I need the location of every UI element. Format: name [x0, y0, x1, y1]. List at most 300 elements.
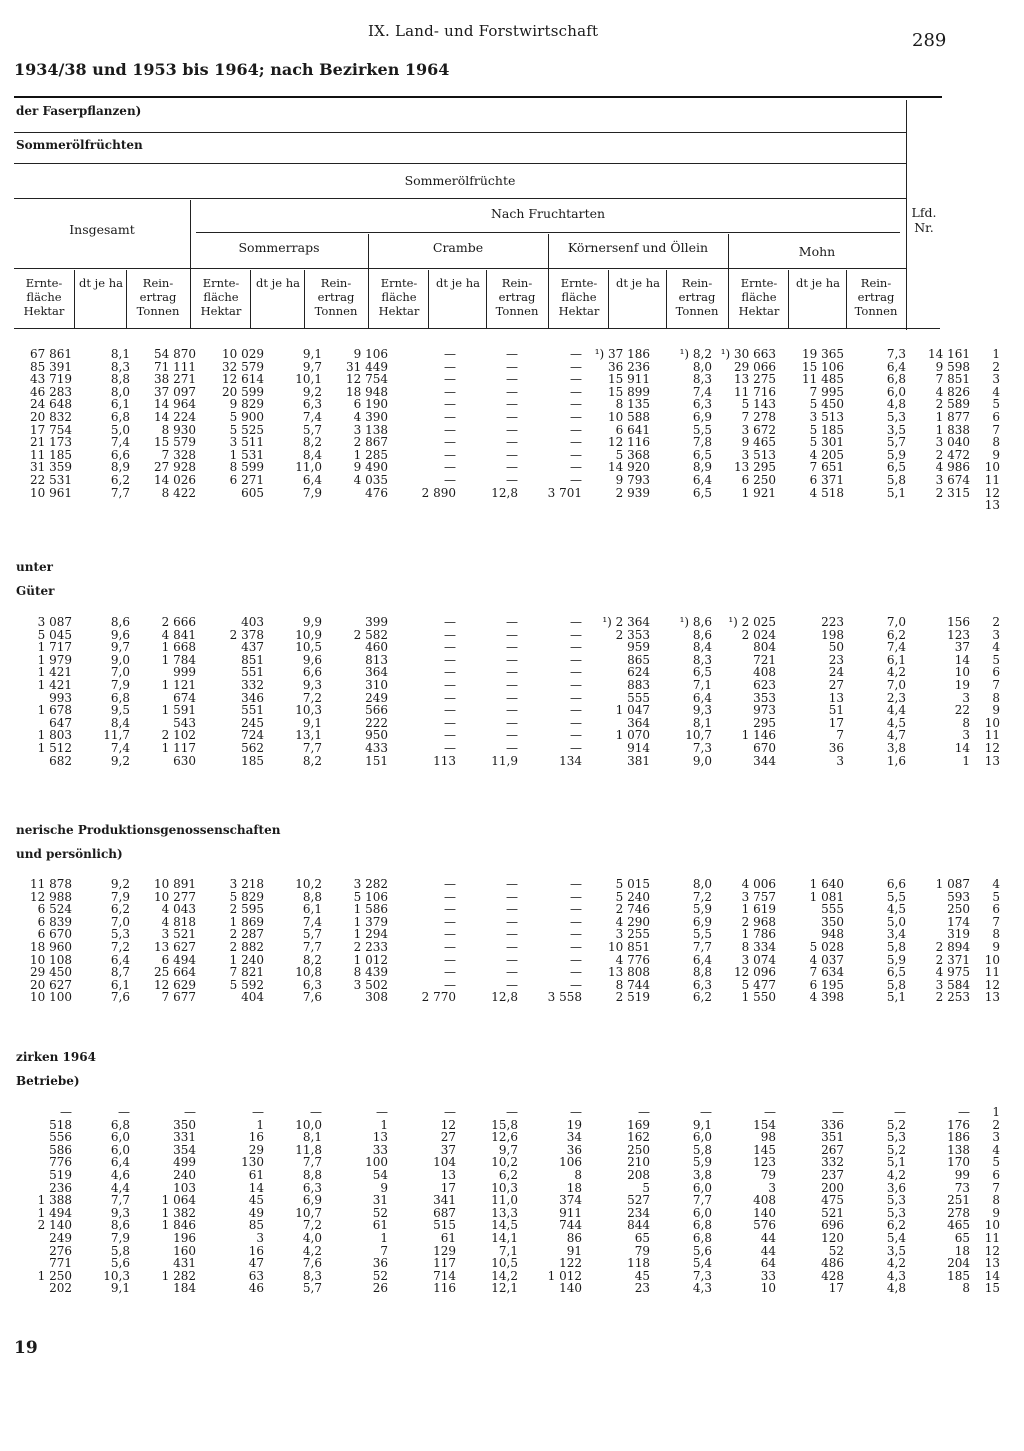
- table-cell: 6 641: [615, 422, 650, 437]
- table-cell: 6 839: [37, 914, 72, 929]
- table-cell: 3 513: [741, 447, 776, 462]
- table-cell: 8: [574, 1167, 582, 1182]
- table-cell: 1 240: [229, 952, 264, 967]
- table-cell: 25 664: [154, 965, 196, 980]
- table-cell: 7,4: [110, 435, 130, 450]
- table-cell: 13: [372, 1130, 388, 1145]
- table-cell: 1 117: [161, 740, 196, 755]
- table-cell: 13: [828, 690, 844, 705]
- table-cell: [462, 499, 524, 512]
- table-cell: —: [506, 889, 518, 904]
- table-cell: 7,9: [110, 1230, 130, 1245]
- table-cell: 5 045: [37, 627, 72, 642]
- table-cell: 813: [365, 652, 388, 667]
- table-cell: 6 670: [37, 927, 72, 942]
- table-cell: 1 846: [161, 1218, 196, 1233]
- table-cell: 331: [173, 1130, 196, 1145]
- table-cell: 1,6: [886, 753, 906, 768]
- table-cell: 7,9: [302, 485, 322, 500]
- lfd-cell: 4: [992, 877, 1000, 891]
- table-cell: 6,4: [692, 472, 712, 487]
- table-cell: 7,6: [110, 990, 130, 1005]
- table-cell: 9 490: [353, 460, 388, 475]
- table-cell: 670: [753, 740, 776, 755]
- table-cell: 61: [440, 1230, 456, 1245]
- lfd-cell: 11: [984, 965, 1000, 980]
- table-cell: 10 277: [154, 889, 196, 904]
- table-cell: 250: [947, 902, 970, 917]
- rule: [250, 270, 251, 328]
- table-cell: 374: [559, 1193, 582, 1208]
- table-cell: 8 439: [353, 965, 388, 980]
- lfd-header: Lfd. Nr.: [911, 205, 937, 235]
- table-cell: 8,6: [110, 1218, 130, 1233]
- table-cell: —: [444, 665, 456, 680]
- table-cell: 9: [380, 1180, 388, 1195]
- col-header-area: Ernte-fläche Hektar: [200, 276, 242, 318]
- table-cell: —: [570, 359, 582, 374]
- table-cell: 4,7: [886, 728, 906, 743]
- table-cell: 9,0: [110, 652, 130, 667]
- table-cell: 61: [248, 1167, 264, 1182]
- table-row: [14, 499, 1000, 512]
- table-cell: 12,6: [491, 1130, 518, 1145]
- table-cell: 1 591: [161, 703, 196, 718]
- table-cell: 4,4: [110, 1180, 130, 1195]
- table-cell: 399: [365, 615, 388, 629]
- lfd-cell: 13: [984, 753, 1000, 768]
- table-cell: 249: [49, 1230, 72, 1245]
- table-cell: 6,8: [110, 1117, 130, 1132]
- table-cell: —: [444, 703, 456, 718]
- table-cell: 8: [962, 1281, 970, 1296]
- table-cell: 687: [433, 1205, 456, 1220]
- table-cell: 6 250: [741, 472, 776, 487]
- lfd-cell: 5: [992, 1155, 1000, 1170]
- table-cell: 27: [828, 677, 844, 692]
- table-cell: —: [570, 372, 582, 387]
- table-cell: 117: [433, 1256, 456, 1271]
- table-cell: 8,2: [302, 753, 322, 768]
- table-cell: —: [506, 615, 518, 629]
- table-cell: —: [444, 435, 456, 450]
- lfd-cell: 4: [992, 384, 1000, 399]
- table-cell: 15 911: [608, 372, 650, 387]
- table-cell: 9,1: [692, 1117, 712, 1132]
- table-cell: 5,6: [110, 1256, 130, 1271]
- table-cell: 804: [753, 640, 776, 655]
- table-cell: 476: [365, 485, 388, 500]
- table-cell: 17: [828, 1281, 844, 1296]
- sheet-number: 19: [14, 1338, 38, 1358]
- table-cell: —: [444, 384, 456, 399]
- table-cell: 1 668: [161, 640, 196, 655]
- table-cell: 1 531: [229, 447, 264, 462]
- table-cell: 2 595: [229, 902, 264, 917]
- table-cell: 6,2: [498, 1167, 518, 1182]
- table-cell: 7,2: [692, 889, 712, 904]
- table-cell: —: [506, 384, 518, 399]
- table-cell: —: [570, 347, 582, 361]
- table-cell: 11 485: [802, 372, 844, 387]
- table-cell: 8: [962, 715, 970, 730]
- table-cell: 4 986: [935, 460, 970, 475]
- table-cell: 123: [753, 1155, 776, 1170]
- table-cell: —: [184, 1105, 196, 1119]
- table-cell: —: [444, 977, 456, 992]
- table-cell: 8,3: [692, 372, 712, 387]
- lfd-cell: 13: [984, 990, 1000, 1005]
- table-cell: 4 006: [741, 877, 776, 891]
- table-cell: 5,1: [886, 1155, 906, 1170]
- table-cell: 6,3: [302, 977, 322, 992]
- table-cell: —: [570, 397, 582, 412]
- table-cell: —: [570, 939, 582, 954]
- lfd-cell: 1: [992, 347, 1000, 361]
- table-cell: ¹) 37 186: [594, 347, 650, 361]
- table-cell: 7,7: [110, 485, 130, 500]
- title-rule: [14, 96, 942, 98]
- table-cell: —: [570, 447, 582, 462]
- table-cell: 7,7: [110, 1193, 130, 1208]
- table-cell: [270, 499, 328, 512]
- table-cell: 24 648: [30, 397, 72, 412]
- table-cell: 1 064: [161, 1193, 196, 1208]
- table-cell: 8,4: [692, 640, 712, 655]
- table-cell: —: [506, 1105, 518, 1119]
- table-cell: 11 878: [30, 877, 72, 891]
- table-cell: 2 890: [421, 485, 456, 500]
- table-cell: 682: [49, 753, 72, 768]
- table-cell: 4 043: [161, 902, 196, 917]
- table-cell: 36: [828, 740, 844, 755]
- table-cell: 17 754: [30, 422, 72, 437]
- table-cell: 1 921: [741, 485, 776, 500]
- table-cell: [202, 499, 270, 512]
- table-cell: 364: [627, 715, 650, 730]
- table-cell: 7,2: [110, 939, 130, 954]
- table-cell: 7,0: [886, 615, 906, 629]
- table-cell: —: [506, 397, 518, 412]
- table-cell: 9,3: [302, 677, 322, 692]
- table-cell: 9,5: [110, 703, 130, 718]
- table-cell: 10: [760, 1281, 776, 1296]
- table-cell: 52: [372, 1268, 388, 1283]
- header-bottom-rule: [14, 328, 940, 329]
- table-cell: 6,0: [692, 1205, 712, 1220]
- table-cell: 12 116: [608, 435, 650, 450]
- table-cell: 236: [49, 1180, 72, 1195]
- table-cell: 6,8: [110, 690, 130, 705]
- table-cell: 151: [365, 753, 388, 768]
- table-cell: —: [444, 677, 456, 692]
- table-cell: 18 960: [30, 939, 72, 954]
- table-cell: —: [252, 1105, 264, 1119]
- table-cell: 8,0: [692, 359, 712, 374]
- table-cell: 4 035: [353, 472, 388, 487]
- table-cell: 3 255: [615, 927, 650, 942]
- table-cell: —: [506, 977, 518, 992]
- table-cell: 5,0: [886, 914, 906, 929]
- table-cell: 9 598: [935, 359, 970, 374]
- table-cell: —: [570, 652, 582, 667]
- table-cell: 11,9: [491, 753, 518, 768]
- table-cell: 6,2: [886, 627, 906, 642]
- table-cell: 9,2: [302, 384, 322, 399]
- table-cell: 9 829: [229, 397, 264, 412]
- table-cell: —: [570, 677, 582, 692]
- table-cell: 10,0: [295, 1117, 322, 1132]
- table-cell: 6,9: [692, 409, 712, 424]
- table-cell: 31 359: [30, 460, 72, 475]
- table-cell: —: [506, 447, 518, 462]
- table-cell: —: [376, 1105, 388, 1119]
- lfd-cell: 10: [984, 1218, 1000, 1233]
- header-line-1: der Faserpflanzen): [16, 104, 142, 118]
- table-cell: 37: [440, 1142, 456, 1157]
- table-cell: 1 421: [37, 677, 72, 692]
- table-cell: 6 494: [161, 952, 196, 967]
- table-cell: —: [570, 422, 582, 437]
- table-cell: 103: [173, 1180, 196, 1195]
- table-cell: 13,1: [295, 728, 322, 743]
- table-cell: —: [570, 728, 582, 743]
- table-cell: 7,7: [302, 740, 322, 755]
- table-cell: 106: [559, 1155, 582, 1170]
- lfd-divider: [906, 100, 907, 330]
- table-cell: 122: [559, 1256, 582, 1271]
- table-cell: [588, 499, 656, 512]
- table-cell: 7,0: [110, 665, 130, 680]
- table-cell: —: [506, 472, 518, 487]
- table-cell: —: [570, 877, 582, 891]
- table-cell: ¹) 2 025: [728, 615, 776, 629]
- table-cell: 5,3: [110, 927, 130, 942]
- table-cell: 5,8: [110, 1243, 130, 1258]
- lfd-cell: 15: [984, 1281, 1000, 1296]
- table-cell: 6 190: [353, 397, 388, 412]
- lfd-cell: 8: [992, 690, 1000, 705]
- table-cell: 1 494: [37, 1205, 72, 1220]
- table-cell: 437: [241, 640, 264, 655]
- table-cell: 6,0: [692, 1130, 712, 1145]
- table-cell: —: [444, 952, 456, 967]
- table-cell: 38 271: [154, 372, 196, 387]
- table-row: [14, 616, 1000, 629]
- table-cell: 185: [947, 1268, 970, 1283]
- table-cell: —: [570, 927, 582, 942]
- table-cell: 61: [372, 1218, 388, 1233]
- table-cell: 3 502: [353, 977, 388, 992]
- lfd-cell: 5: [992, 889, 1000, 904]
- table-cell: 6 271: [229, 472, 264, 487]
- table-cell: 250: [627, 1142, 650, 1157]
- table-cell: 1 382: [161, 1205, 196, 1220]
- table-cell: 3 513: [809, 409, 844, 424]
- table-cell: 4,8: [886, 397, 906, 412]
- page-number: 289: [912, 30, 947, 51]
- table-cell: —: [570, 627, 582, 642]
- table-cell: 10 851: [608, 939, 650, 954]
- table-cell: 10 961: [30, 485, 72, 500]
- table-cell: —: [570, 1105, 582, 1119]
- table-row: [14, 1232, 1000, 1245]
- table-cell: 14 920: [608, 460, 650, 475]
- table-cell: 1: [962, 753, 970, 768]
- lfd-cell: 2: [992, 1117, 1000, 1132]
- table-cell: 7,7: [692, 1193, 712, 1208]
- table-cell: —: [506, 409, 518, 424]
- table-cell: 186: [947, 1130, 970, 1145]
- table-cell: —: [506, 677, 518, 692]
- table-cell: 6,5: [886, 965, 906, 980]
- table-cell: 10,5: [295, 640, 322, 655]
- table-cell: 576: [753, 1218, 776, 1233]
- table-cell: —: [506, 435, 518, 450]
- table-cell: 278: [947, 1205, 970, 1220]
- table-cell: —: [444, 889, 456, 904]
- table-cell: —: [570, 690, 582, 705]
- table-cell: 630: [173, 753, 196, 768]
- table-cell: 431: [173, 1256, 196, 1271]
- table-cell: 8,6: [110, 615, 130, 629]
- table-cell: 8,0: [692, 877, 712, 891]
- table-cell: 202: [49, 1281, 72, 1296]
- table-cell: 49: [248, 1205, 264, 1220]
- table-cell: 1 877: [935, 409, 970, 424]
- table-cell: 5,5: [692, 927, 712, 942]
- table-cell: 3,8: [692, 1167, 712, 1182]
- table-cell: 15 106: [802, 359, 844, 374]
- table-cell: —: [444, 927, 456, 942]
- table-cell: 6,8: [692, 1230, 712, 1245]
- table-cell: 10,9: [295, 627, 322, 642]
- table-cell: 5,0: [110, 422, 130, 437]
- table-cell: 9,2: [110, 877, 130, 891]
- table-cell: ¹) 30 663: [720, 347, 776, 361]
- table-cell: 6,4: [110, 952, 130, 967]
- table-cell: 11,7: [103, 728, 130, 743]
- table-cell: 4,2: [886, 665, 906, 680]
- table-cell: —: [570, 640, 582, 655]
- table-cell: 85: [248, 1218, 264, 1233]
- table-cell: 1 838: [935, 422, 970, 437]
- table-cell: 21 173: [30, 435, 72, 450]
- table-cell: 2 024: [741, 627, 776, 642]
- table-cell: —: [570, 665, 582, 680]
- lfd-cell: 14: [984, 1268, 1000, 1283]
- table-cell: 7,2: [302, 690, 322, 705]
- table-cell: 5,4: [692, 1256, 712, 1271]
- lfd-cell: 7: [992, 422, 1000, 437]
- table-cell: 145: [753, 1142, 776, 1157]
- table-cell: 37: [954, 640, 970, 655]
- table-cell: 8,3: [110, 359, 130, 374]
- section-label: zirken 1964: [16, 1050, 96, 1064]
- table-cell: 9,1: [302, 715, 322, 730]
- table-cell: 249: [365, 690, 388, 705]
- table-cell: 6,1: [302, 902, 322, 917]
- lfd-cell: 3: [992, 627, 1000, 642]
- table-cell: 993: [49, 690, 72, 705]
- table-cell: 3 701: [547, 485, 582, 500]
- table-cell: 4 826: [935, 384, 970, 399]
- table-cell: 7,9: [110, 889, 130, 904]
- table-cell: 13 627: [154, 939, 196, 954]
- table-cell: —: [444, 965, 456, 980]
- lfd-cell: 8: [992, 435, 1000, 450]
- data-table-section-1: [14, 348, 1000, 512]
- table-cell: 22: [954, 703, 970, 718]
- table-cell: 15 579: [154, 435, 196, 450]
- table-row: [14, 679, 1000, 692]
- table-cell: 45: [634, 1268, 650, 1283]
- table-cell: 336: [821, 1117, 844, 1132]
- table-cell: 7 651: [809, 460, 844, 475]
- table-row: [14, 941, 1000, 954]
- table-cell: —: [570, 384, 582, 399]
- table-cell: 724: [241, 728, 264, 743]
- table-cell: 140: [559, 1281, 582, 1296]
- table-cell: 5 028: [809, 939, 844, 954]
- table-cell: 5,3: [886, 1130, 906, 1145]
- table-cell: 20 832: [30, 409, 72, 424]
- table-cell: 98: [760, 1130, 776, 1145]
- rule: [126, 270, 127, 328]
- table-cell: [136, 499, 202, 512]
- table-cell: 8,4: [302, 447, 322, 462]
- table-cell: 6,4: [886, 359, 906, 374]
- table-cell: 6,0: [692, 1180, 712, 1195]
- table-cell: 350: [173, 1117, 196, 1132]
- table-cell: 85 391: [30, 359, 72, 374]
- col-header-area: Ernte-fläche Hektar: [23, 276, 65, 318]
- table-cell: 3 218: [229, 877, 264, 891]
- table-cell: 130: [241, 1155, 264, 1170]
- data-table-section-4: [14, 1106, 1000, 1295]
- table-cell: 341: [433, 1193, 456, 1208]
- lfd-cell: 7: [992, 1180, 1000, 1195]
- table-cell: 7,3: [692, 1268, 712, 1283]
- table-cell: 7,0: [886, 677, 906, 692]
- table-cell: 6,8: [692, 1218, 712, 1233]
- table-cell: 63: [248, 1268, 264, 1283]
- table-cell: 5,2: [886, 1117, 906, 1132]
- table-cell: 5,5: [886, 889, 906, 904]
- table-cell: 696: [821, 1218, 844, 1233]
- table-cell: 12 614: [222, 372, 264, 387]
- table-cell: 4 518: [809, 485, 844, 500]
- table-cell: 3,5: [886, 422, 906, 437]
- table-cell: 2 253: [935, 990, 970, 1005]
- table-cell: 319: [947, 927, 970, 942]
- table-cell: 4 975: [935, 965, 970, 980]
- table-cell: 883: [627, 677, 650, 692]
- table-cell: 65: [954, 1230, 970, 1245]
- table-cell: 7,7: [302, 1155, 322, 1170]
- lfd-cell: 4: [992, 640, 1000, 655]
- table-cell: 7,4: [886, 640, 906, 655]
- table-cell: 6,9: [302, 1193, 322, 1208]
- table-cell: 3: [836, 753, 844, 768]
- table-cell: [912, 499, 976, 512]
- table-cell: 6,6: [302, 665, 322, 680]
- table-row: [14, 373, 1000, 386]
- table-cell: —: [506, 914, 518, 929]
- table-cell: 45: [248, 1193, 264, 1208]
- table-cell: 7,1: [498, 1243, 518, 1258]
- table-cell: 18: [566, 1180, 582, 1195]
